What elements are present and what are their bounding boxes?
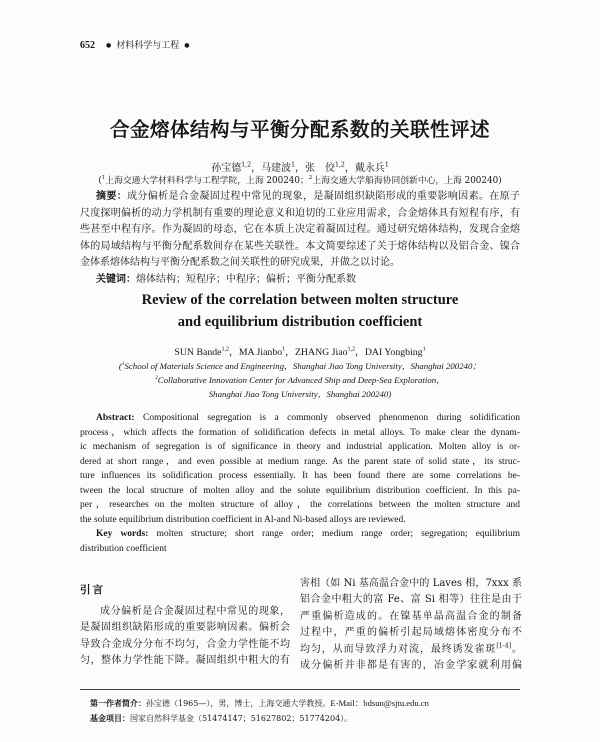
footnote-text: 国家自然科学基金（51474147；51627802；51774204）。 bbox=[130, 714, 353, 723]
author-name: MA Jianbo bbox=[238, 346, 283, 358]
affiliation-text: School of Materials Science and Engineering，Shanghai Jiao Tong University，Shanghai 200240； bbox=[124, 361, 482, 371]
body-line: 铝合金中粗大的富 Fe、富 Si 相等）往往是由于 bbox=[300, 594, 522, 606]
footnote-label: 基金项目： bbox=[90, 714, 130, 723]
affiliation-text: 上海交通大学材料科学与工程学院，上海 200240； bbox=[105, 175, 309, 186]
author-sup: 1,2 bbox=[335, 161, 345, 169]
footnote-label: 第一作者简介： bbox=[90, 699, 146, 708]
body-text: 均匀，从而导致浮力对流，最终诱发雀斑 bbox=[300, 643, 497, 655]
body-line: 害相（如 Ni 基高温合金中的 Laves 相，7xxx 系 bbox=[300, 577, 522, 589]
title-cn: 合金熔体结构与平衡分配系数的关联性评述 bbox=[109, 118, 490, 141]
authors-cn bbox=[80, 162, 520, 175]
body-line: 是凝固组织缺陷形成的重要影响因素。偏析会 bbox=[80, 622, 290, 634]
abstract-line bbox=[80, 411, 520, 426]
keywords-en bbox=[80, 527, 520, 542]
author-separator: ， bbox=[229, 346, 239, 358]
body-text: 。 bbox=[511, 643, 523, 655]
affiliation-text: Collaborative Innovation Center for Advanced Ship and Deep-Sea Exploration， bbox=[157, 375, 445, 385]
email-address: bdsun@sjtu.edu.cn bbox=[363, 698, 429, 708]
author-sup: 1,2 bbox=[241, 161, 252, 169]
author-separator: ， bbox=[344, 162, 355, 174]
keywords-label: Key words: bbox=[96, 529, 149, 539]
abstract-text: 成分偏析是合金凝固过程中常见的现象，是凝固组织缺陷形成的重要影响因素。在原子 bbox=[127, 191, 521, 202]
abstract-line: the solute equilibrium distribution coefficient in Al-and Ni-based alloys are reviewed. bbox=[80, 514, 406, 525]
keywords-text: molten structure; short range order; medium range order; segregation; equilibrium bbox=[156, 529, 521, 539]
abstract-line: process，which affects the formation of solidification defects in metal alloys. To make clear the dynam- bbox=[80, 427, 520, 438]
author-separator: ， bbox=[251, 162, 262, 174]
email-label: E-Mail： bbox=[330, 698, 364, 708]
author-sup: 1 bbox=[282, 346, 286, 353]
author-name: 张 佼 bbox=[305, 162, 335, 174]
affiliation-sup: 1 bbox=[101, 174, 106, 181]
abstract-line bbox=[80, 189, 520, 206]
bullet-icon: ● bbox=[184, 42, 190, 49]
journal-name: 材料科学与工程 bbox=[116, 41, 180, 51]
title-en-line: Review of the correlation between molten structure bbox=[141, 292, 459, 308]
authors-en bbox=[80, 346, 520, 359]
author-separator: ， bbox=[285, 346, 295, 358]
abstract-label: Abstract: bbox=[96, 413, 135, 423]
footnote-text: 孙宝德（1965—），男，博士，上海交通大学教授。 bbox=[146, 699, 331, 708]
abstract-text: Compositional segregation is a commonly observed phenomenon during solidification bbox=[143, 413, 521, 423]
affiliation-sup: 1 bbox=[121, 361, 125, 368]
affiliation-sup: 2 bbox=[155, 375, 158, 382]
body-line: 成分偏析并非都是有害的，冶金学家就利用偏 bbox=[300, 660, 522, 672]
citation-sup: [1-4] bbox=[496, 642, 512, 650]
keywords-label: 关键词： bbox=[96, 273, 136, 285]
body-line: 成分偏析是合金凝固过程中常见的现象， bbox=[100, 605, 290, 617]
title-en bbox=[80, 289, 520, 333]
paren-open: ( bbox=[98, 175, 102, 186]
abstract-en bbox=[80, 411, 520, 556]
body-left-column bbox=[80, 604, 290, 670]
body-line: 过程中，严重的偏析引起局域熔体密度分布不 bbox=[300, 627, 522, 639]
abstract-line: 尺度探明偏析的动力学机制有重要的理论意义和迫切的工业应用需求，合金熔体具有短程有序，有 bbox=[80, 207, 520, 219]
author-name: DAI Yongbing bbox=[364, 346, 423, 358]
abstract-line: per，researches on the molten structure of alloy，the correlations between the molten structure and bbox=[80, 500, 520, 510]
paren-open: ( bbox=[118, 361, 122, 371]
author-sup: 1 bbox=[422, 346, 426, 353]
body-line bbox=[300, 642, 522, 659]
affiliation-cn bbox=[80, 176, 520, 187]
footnotes bbox=[90, 696, 520, 726]
author-sup: 1 bbox=[291, 161, 295, 169]
affiliation-en-line bbox=[80, 373, 520, 387]
footnote-fund bbox=[90, 711, 520, 726]
abstract-line: 些甚至中程有序。作为凝固的母态，它在本质上决定着凝固过程。通过研究熔体结构，发现合金熔 bbox=[80, 224, 520, 235]
body-line: 匀，整体力学性能下降。凝固组织中粗大的有 bbox=[80, 655, 290, 667]
body-right-column bbox=[300, 576, 522, 675]
paren-close: ) bbox=[388, 389, 392, 399]
author-name: 马建波 bbox=[261, 162, 292, 174]
page-number: 652 bbox=[80, 40, 95, 51]
bullet-icon: ● bbox=[106, 42, 112, 49]
abstract-line: dered at short range，and even possible at medium range. As the parent state of solid state，its struc- bbox=[80, 456, 520, 467]
affiliation-en bbox=[80, 359, 520, 401]
affiliation-en-line bbox=[80, 387, 520, 401]
abstract-label: 摘要： bbox=[96, 191, 128, 202]
author-name: SUN Bande bbox=[174, 346, 222, 358]
author-separator: ， bbox=[295, 162, 305, 174]
keywords-en-line: distribution coefficient bbox=[80, 543, 167, 554]
author-name: 戴永兵 bbox=[354, 162, 385, 174]
author-sup: 1,2 bbox=[221, 346, 230, 353]
abstract-line: tween the local structure of molten alloy and the solute equilibrium distribution coefficient. In this pa- bbox=[80, 485, 520, 496]
footnote-rule bbox=[80, 689, 520, 690]
keywords-cn bbox=[80, 272, 520, 289]
title-en-line: and equilibrium distribution coefficient bbox=[177, 314, 423, 330]
affiliation-en-line bbox=[80, 359, 520, 373]
footnote-author bbox=[90, 696, 520, 711]
author-name: 孙宝德 bbox=[211, 162, 242, 174]
section-heading: 引言 bbox=[80, 584, 105, 596]
abstract-line: 体的局域结构与平衡分配系数间存在某些关联性。本文简要综述了关于熔体结构以及铝合金、镍合 bbox=[80, 240, 520, 252]
abstract-cn bbox=[80, 189, 520, 288]
author-separator: ， bbox=[355, 346, 365, 358]
page-header bbox=[80, 40, 195, 52]
affiliation-text: Shanghai Jiao Tong University，Shanghai 200240 bbox=[208, 389, 389, 399]
paren-close: ) bbox=[498, 175, 502, 186]
author-sup: 1 bbox=[384, 161, 389, 169]
keywords-text: 熔体结构；短程序；中程序；偏析；平衡分配系数 bbox=[136, 273, 356, 285]
body-line: 严重偏析造成的。在镍基单晶高温合金的制备 bbox=[300, 610, 522, 622]
abstract-line: ture influences its solidification process essentially. It has been found there are some correlations be- bbox=[80, 471, 520, 481]
affiliation-sup: 2 bbox=[308, 174, 313, 181]
affiliation-text: 上海交通大学船海协同创新中心，上海 200240 bbox=[312, 175, 499, 186]
author-sup: 1,2 bbox=[347, 346, 356, 353]
author-name: ZHANG Jiao bbox=[294, 346, 348, 358]
abstract-line: 金体系熔体结构与平衡分配系数之间关联性的研究成果，并做之以讨论。 bbox=[80, 257, 400, 268]
body-line: 导致合金成分分布不均匀，合金力学性能不均 bbox=[80, 638, 290, 650]
abstract-line: ic mechanism of segregation is of significance in theory and industrial application. Molten alloy is or- bbox=[80, 442, 520, 452]
